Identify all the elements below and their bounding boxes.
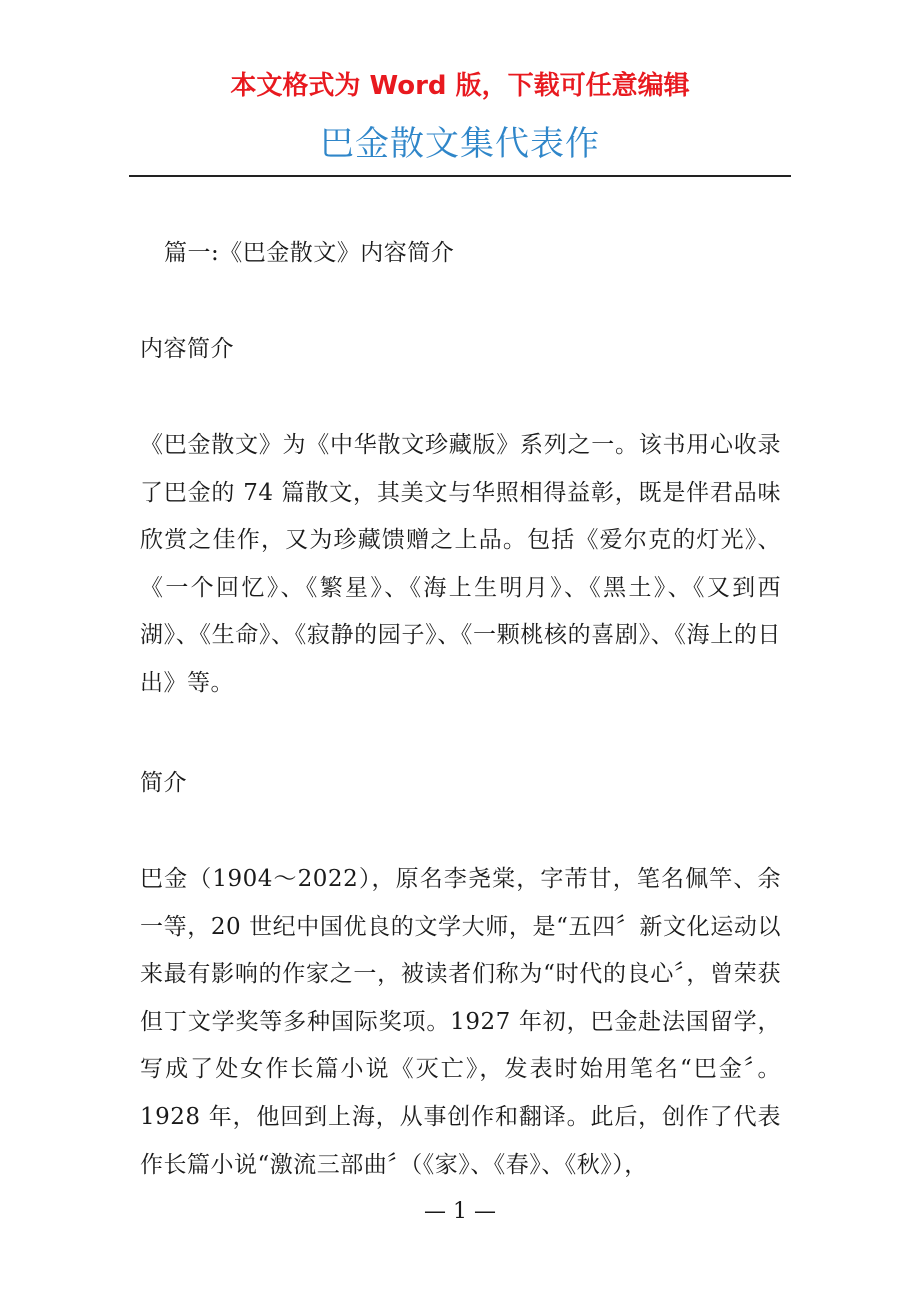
sub-heading-content-intro: 内容简介 [140,336,234,362]
paragraph-book-intro: 《巴金散文》为《中华散文珍藏版》系列之一。该书用心收录了巴金的 74 篇散文，其美文与华照相得益彰，既是伴君品味欣赏之佳作，又为珍藏馈赠之上品。包括《爱尔克的灯光》、《一个回忆》、《繁星》、《海上生明月》、《黑土》、《又到西湖》、《生命》、《寂静的园子》、《一颗桃核的喜剧》、《海上的日出》等。 [140,432,781,696]
paragraph-author-bio: 巴金（1904～2022），原名李尧棠，字芾甘，笔名佩竿、余一等，20 世纪中国优良的文学大师，是“五四〞新文化运动以来最有影响的作家之一，被读者们称为“时代的良心〞，曾荣获但丁文学奖等多种国际奖项。1927 年初，巴金赴法国留学，写成了处女作长篇小说《灭亡》，发表时始用笔名“巴金〞。1928 年，他回到上海，从事创作和翻译。此后，创作了代表作长篇小说“激流三部曲〞（《家》、《春》、《秋》）， [140,866,781,1178]
format-notice-banner: 本文格式为 Word 版，下载可任意编辑 [230,71,690,101]
section-heading: 篇一:《巴金散文》内容简介 [164,240,455,266]
sub-heading-author-intro: 简介 [140,770,187,796]
page-number: — 1 — [424,1199,496,1224]
document-title: 巴金散文集代表作 [320,124,600,164]
title-divider [129,175,791,177]
